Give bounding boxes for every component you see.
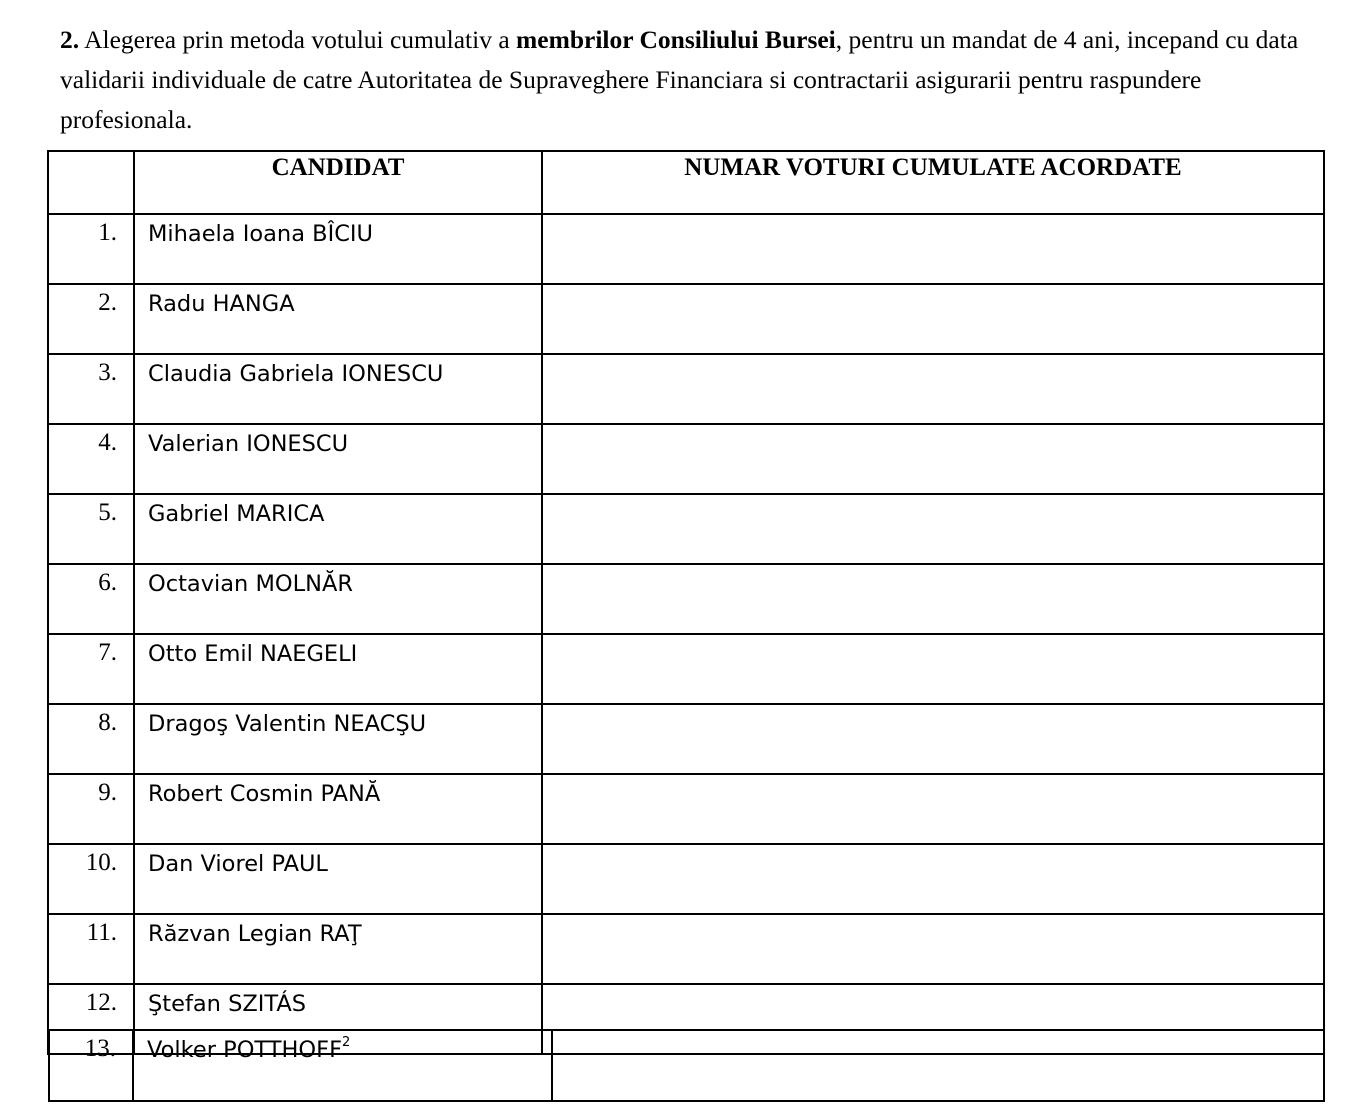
candidate-name: Octavian MOLNĂR bbox=[134, 564, 542, 634]
header-votes: NUMAR VOTURI CUMULATE ACORDATE bbox=[542, 151, 1324, 214]
row-number: 4. bbox=[48, 424, 134, 494]
table-row bbox=[48, 704, 1324, 774]
header-candidate: CANDIDAT bbox=[134, 151, 542, 214]
candidate-name: Dan Viorel PAUL bbox=[134, 844, 542, 914]
candidate-name: Ştefan SZITÁS bbox=[134, 984, 542, 1054]
row-number: 13. bbox=[49, 1030, 133, 1101]
table-row bbox=[48, 354, 1324, 424]
section-number: 2. bbox=[60, 25, 80, 54]
table-row bbox=[48, 424, 1324, 494]
votes-input-cell[interactable] bbox=[542, 564, 1324, 634]
table-row bbox=[48, 564, 1324, 634]
table-header-row bbox=[48, 151, 1324, 214]
votes-input-cell[interactable] bbox=[542, 914, 1324, 984]
table-row bbox=[49, 1030, 1324, 1101]
candidate-name: Valerian IONESCU bbox=[134, 424, 542, 494]
table-row bbox=[48, 214, 1324, 284]
votes-input-cell[interactable] bbox=[542, 424, 1324, 494]
row-number: 5. bbox=[48, 494, 134, 564]
row-number: 9. bbox=[48, 774, 134, 844]
votes-input-cell[interactable] bbox=[542, 284, 1324, 354]
table-row bbox=[48, 914, 1324, 984]
extra-candidate-table bbox=[48, 1029, 1325, 1102]
table-row bbox=[48, 844, 1324, 914]
candidate-name: Gabriel MARICA bbox=[134, 494, 542, 564]
row-number: 12. bbox=[48, 984, 134, 1054]
table-row bbox=[48, 634, 1324, 704]
section-text-start: Alegerea prin metoda votului cumulativ a bbox=[79, 25, 517, 54]
candidate-name: Răzvan Legian RAŢ bbox=[134, 914, 542, 984]
votes-input-cell[interactable] bbox=[542, 704, 1324, 774]
candidate-name: Mihaela Ioana BÎCIU bbox=[134, 214, 542, 284]
candidate-name: Robert Cosmin PANĂ bbox=[134, 774, 542, 844]
candidate-name: Dragoş Valentin NEACŞU bbox=[134, 704, 542, 774]
row-number: 1. bbox=[48, 214, 134, 284]
footnote-marker: 2 bbox=[342, 1035, 351, 1050]
votes-input-cell[interactable] bbox=[542, 844, 1324, 914]
votes-input-cell[interactable] bbox=[542, 494, 1324, 564]
votes-input-cell[interactable] bbox=[542, 774, 1324, 844]
candidate-name: Otto Emil NAEGELI bbox=[134, 634, 542, 704]
row-number: 3. bbox=[48, 354, 134, 424]
candidate-name: Volker POTTHOFF bbox=[147, 1037, 343, 1063]
votes-input-cell[interactable] bbox=[542, 354, 1324, 424]
row-number: 11. bbox=[48, 914, 134, 984]
section-paragraph bbox=[60, 20, 1322, 140]
table-row bbox=[48, 284, 1324, 354]
candidate-name: Claudia Gabriela IONESCU bbox=[134, 354, 542, 424]
votes-input-cell[interactable] bbox=[542, 214, 1324, 284]
row-number: 10. bbox=[48, 844, 134, 914]
candidate-name-cell bbox=[133, 1030, 552, 1101]
row-number: 6. bbox=[48, 564, 134, 634]
header-number bbox=[48, 151, 134, 214]
candidate-name: Radu HANGA bbox=[134, 284, 542, 354]
candidates-table bbox=[47, 150, 1325, 1055]
row-number: 8. bbox=[48, 704, 134, 774]
section-bold-text: membrilor Consiliului Bursei bbox=[516, 25, 836, 54]
row-number: 2. bbox=[48, 284, 134, 354]
table-row bbox=[48, 494, 1324, 564]
section-text-end: , pentru un mandat de 4 ani, incepand cu data validarii individuale de catre Autoritatea de Supraveghere Financiara si contractarii asigurarii pentru raspundere profesionala. bbox=[60, 25, 1299, 134]
table-row bbox=[48, 774, 1324, 844]
votes-input-cell[interactable] bbox=[552, 1030, 1324, 1101]
row-number: 7. bbox=[48, 634, 134, 704]
votes-input-cell[interactable] bbox=[542, 634, 1324, 704]
